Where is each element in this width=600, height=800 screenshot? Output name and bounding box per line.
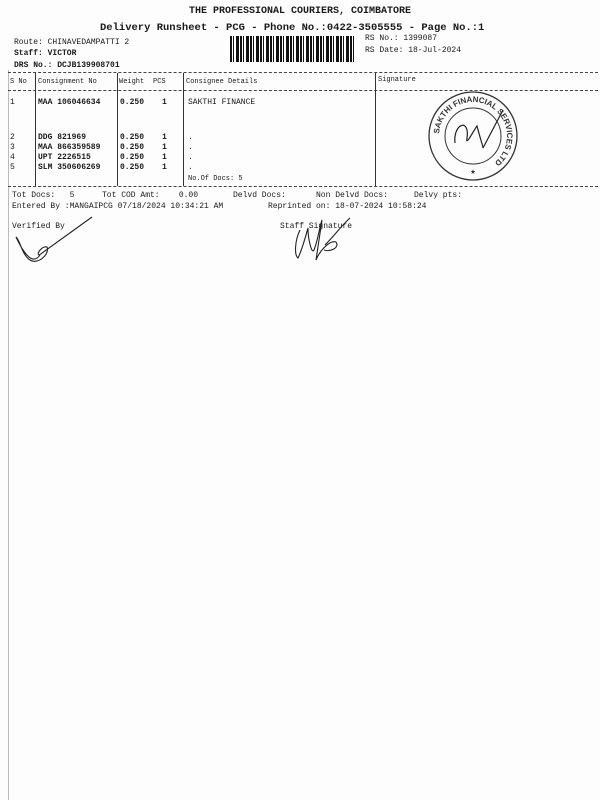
consignee: SAKTHI FINANCE (188, 98, 256, 107)
pcs: 1 (162, 133, 167, 142)
weight: 0.250 (120, 153, 145, 162)
staff: Staff: VICTOR (14, 49, 77, 58)
pcs: 1 (162, 98, 167, 107)
consignment-no: MAA 866359589 (38, 143, 101, 152)
no-of-docs: No.Of Docs: 5 (188, 175, 243, 183)
sno: 3 (10, 143, 15, 152)
col-signature: Signature (378, 76, 416, 84)
col-consignment: Consignment No (38, 78, 97, 86)
rs-date: RS Date: 18-Jul-2024 (365, 46, 462, 55)
sno: 1 (10, 98, 15, 107)
stamp-text: SAKTHI FINANCIAL SERVICES LTD (432, 94, 515, 168)
sno: 4 (10, 153, 15, 162)
route: Route: CHINAVEDAMPATTI 2 (14, 38, 130, 47)
weight: 0.250 (120, 133, 145, 142)
pcs: 1 (162, 163, 167, 172)
weight: 0.250 (120, 163, 145, 172)
verified-by-label: Verified By (12, 222, 65, 231)
verified-signature (12, 215, 102, 275)
col-consignee: Consignee Details (186, 78, 258, 86)
star-icon: ★ (470, 167, 476, 177)
company-stamp (425, 88, 521, 184)
consignment-no: DDG 821969 (38, 133, 87, 142)
total-docs: Tot Docs: 5 (12, 191, 75, 200)
company-title: THE PROFESSIONAL COURIERS, COIMBATORE (188, 6, 412, 17)
entered-by: Entered By :MANGAIPCG 07/18/2024 10:34:21 AM (12, 202, 224, 211)
total-cod-amount: Tot COD Amt: 0.00 (102, 191, 199, 200)
pcs: 1 (162, 143, 167, 152)
column-divider (375, 73, 376, 186)
non-delivered-docs: Non Delvd Docs: (316, 191, 389, 200)
sno: 5 (10, 163, 15, 172)
weight: 0.250 (120, 98, 145, 107)
col-pcs: PCS (153, 78, 166, 86)
consignment-no: SLM 350606269 (38, 163, 101, 172)
pcs: 1 (162, 153, 167, 162)
staff-signature (280, 210, 360, 270)
divider (8, 72, 598, 73)
consignee: . (188, 163, 193, 172)
consignment-no: UPT 2226515 (38, 153, 91, 162)
weight: 0.250 (120, 143, 145, 152)
rs-number: RS No.: 1399087 (365, 34, 438, 43)
delivery-points: Delvy pts: (414, 191, 463, 200)
column-divider (117, 73, 118, 186)
barcode (230, 36, 356, 62)
scan-edge (8, 70, 9, 800)
divider (8, 186, 598, 187)
staff-signature-label: Staff Signature (280, 222, 353, 231)
reprinted-on: Reprinted on: 18-07-2024 10:58:24 (268, 202, 427, 211)
column-divider (183, 73, 184, 186)
document-subtitle: Delivery Runsheet - PCG - Phone No.:0422-3505555 - Page No.:1 (100, 22, 485, 34)
consignment-no: MAA 106046634 (38, 98, 101, 107)
col-weight: Weight (119, 78, 145, 86)
delivered-docs: Delvd Docs: (233, 191, 286, 200)
col-sno: S No (10, 78, 27, 86)
consignee: . (188, 133, 193, 142)
column-divider (35, 73, 36, 186)
drs-number: DRS No.: DCJB139908701 (14, 61, 120, 70)
consignee: . (188, 153, 193, 162)
consignee: . (188, 143, 193, 152)
sno: 2 (10, 133, 15, 142)
